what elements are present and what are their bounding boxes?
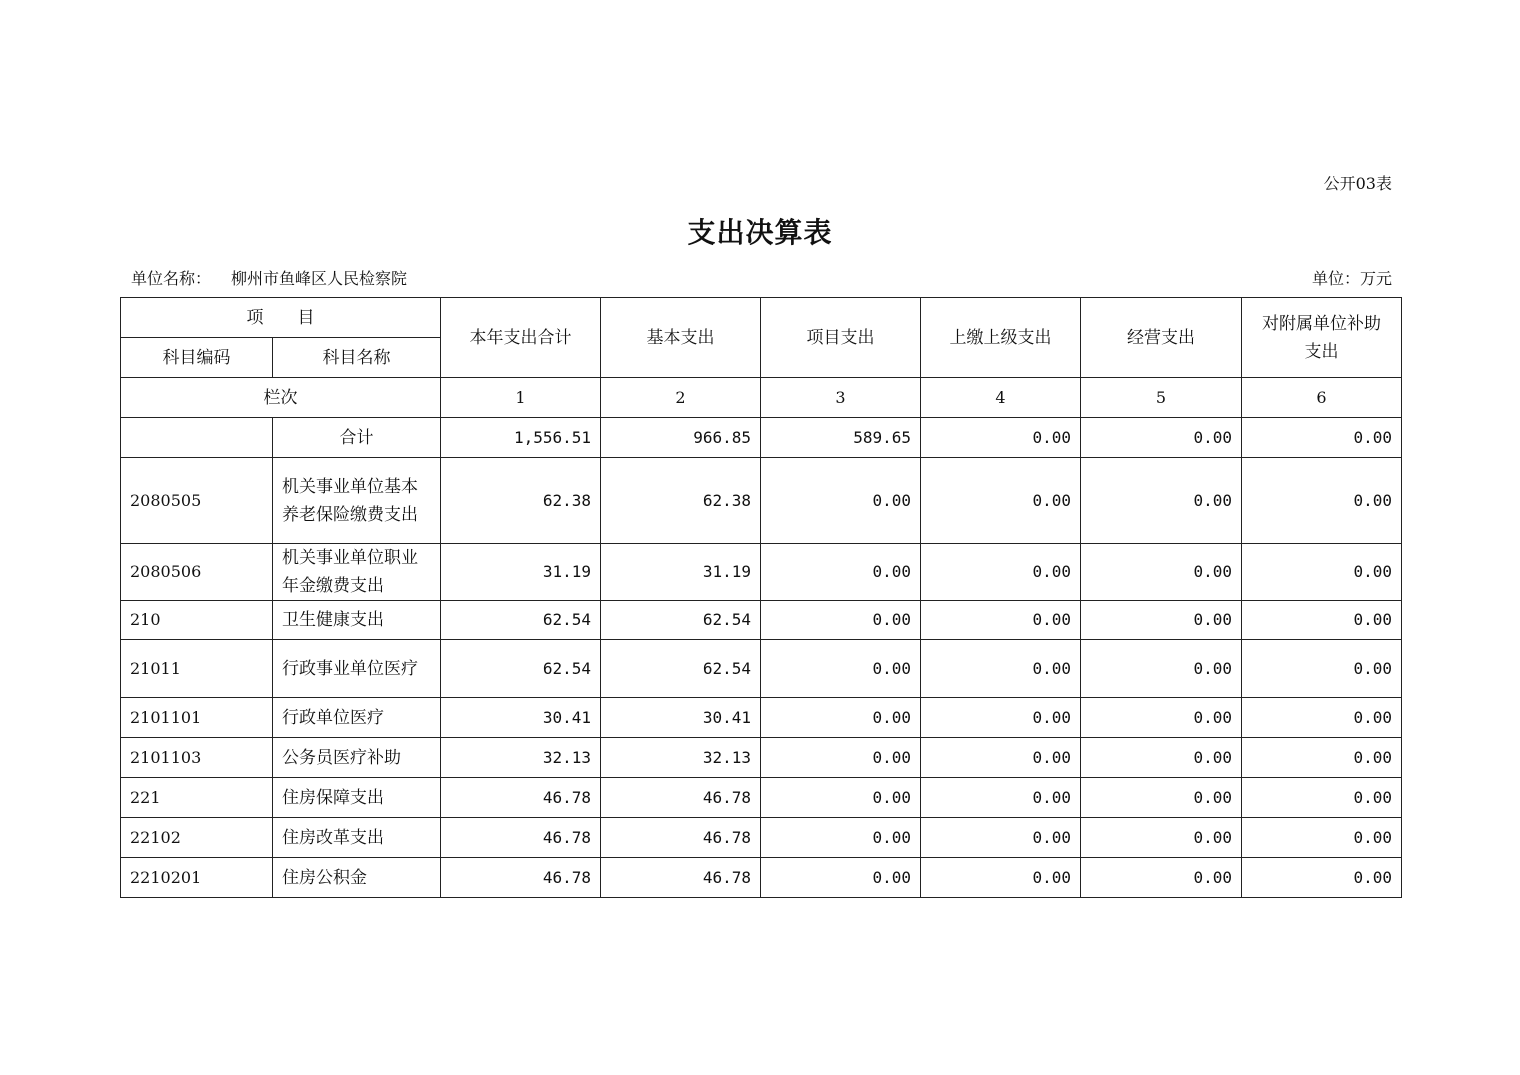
header-total-expenditure: 本年支出合计 xyxy=(441,298,601,378)
value-cell: 0.00 xyxy=(921,458,1081,544)
total-label: 合计 xyxy=(273,418,441,458)
value-cell: 0.00 xyxy=(921,778,1081,818)
header-operating-expenditure: 经营支出 xyxy=(1081,298,1242,378)
value-cell: 0.00 xyxy=(761,698,921,738)
total-value: 0.00 xyxy=(1242,418,1402,458)
subject-name: 卫生健康支出 xyxy=(273,601,441,640)
table-row xyxy=(121,698,1402,738)
value-cell: 0.00 xyxy=(1242,640,1402,698)
value-cell: 62.38 xyxy=(441,458,601,544)
column-index-5: 5 xyxy=(1081,378,1242,418)
value-cell: 0.00 xyxy=(1242,818,1402,858)
value-cell: 32.13 xyxy=(601,738,761,778)
header-project-expenditure: 项目支出 xyxy=(761,298,921,378)
value-cell: 0.00 xyxy=(1081,601,1242,640)
total-code-cell xyxy=(121,418,273,458)
value-cell: 0.00 xyxy=(921,698,1081,738)
value-cell: 0.00 xyxy=(1081,858,1242,898)
header-subsidy-to-affiliates: 对附属单位补助支出 xyxy=(1242,298,1402,378)
table-row xyxy=(121,544,1402,601)
subject-name: 机关事业单位职业年金缴费支出 xyxy=(273,544,441,601)
value-cell: 62.54 xyxy=(601,640,761,698)
subject-name: 机关事业单位基本养老保险缴费支出 xyxy=(273,458,441,544)
value-cell: 46.78 xyxy=(441,778,601,818)
value-cell: 32.13 xyxy=(441,738,601,778)
subject-name: 行政事业单位医疗 xyxy=(273,640,441,698)
value-cell: 0.00 xyxy=(921,544,1081,601)
value-cell: 62.54 xyxy=(441,640,601,698)
total-value: 1,556.51 xyxy=(441,418,601,458)
value-cell: 46.78 xyxy=(601,818,761,858)
table-row xyxy=(121,738,1402,778)
value-cell: 0.00 xyxy=(761,858,921,898)
value-cell: 0.00 xyxy=(1242,738,1402,778)
subject-code: 2080505 xyxy=(121,458,273,544)
value-cell: 0.00 xyxy=(1242,458,1402,544)
column-index-6: 6 xyxy=(1242,378,1402,418)
header-subject-code: 科目编码 xyxy=(121,338,273,378)
value-cell: 0.00 xyxy=(1081,698,1242,738)
header-item: 项 目 xyxy=(121,298,441,338)
value-cell: 0.00 xyxy=(921,640,1081,698)
value-cell: 0.00 xyxy=(921,818,1081,858)
value-cell: 0.00 xyxy=(761,640,921,698)
value-cell: 0.00 xyxy=(1081,640,1242,698)
value-cell: 0.00 xyxy=(1081,544,1242,601)
column-index-2: 2 xyxy=(601,378,761,418)
table-row xyxy=(121,858,1402,898)
value-cell: 0.00 xyxy=(1242,858,1402,898)
column-index-4: 4 xyxy=(921,378,1081,418)
table-row xyxy=(121,458,1402,544)
header-subject-name: 科目名称 xyxy=(273,338,441,378)
value-cell: 0.00 xyxy=(921,601,1081,640)
total-value: 966.85 xyxy=(601,418,761,458)
total-value: 0.00 xyxy=(1081,418,1242,458)
subject-code: 221 xyxy=(121,778,273,818)
column-index-label: 栏次 xyxy=(121,378,441,418)
value-cell: 0.00 xyxy=(761,778,921,818)
subject-code: 210 xyxy=(121,601,273,640)
value-cell: 30.41 xyxy=(601,698,761,738)
table-row xyxy=(121,640,1402,698)
value-cell: 62.38 xyxy=(601,458,761,544)
unit-name-line xyxy=(131,266,407,289)
header-row-1 xyxy=(121,298,1402,338)
value-cell: 0.00 xyxy=(761,738,921,778)
value-cell: 46.78 xyxy=(601,778,761,818)
value-cell: 46.78 xyxy=(441,818,601,858)
value-cell: 0.00 xyxy=(1242,601,1402,640)
value-cell: 31.19 xyxy=(441,544,601,601)
form-number: 公开03表 xyxy=(1323,174,1392,193)
subject-code: 2101101 xyxy=(121,698,273,738)
table-row xyxy=(121,778,1402,818)
document-title: 支出决算表 xyxy=(687,216,833,249)
header-basic-expenditure: 基本支出 xyxy=(601,298,761,378)
subject-code: 2101103 xyxy=(121,738,273,778)
column-index-1: 1 xyxy=(441,378,601,418)
total-row xyxy=(121,418,1402,458)
unit-name-value: 柳州市鱼峰区人民检察院 xyxy=(231,269,408,288)
subject-code: 2210201 xyxy=(121,858,273,898)
value-cell: 0.00 xyxy=(1242,698,1402,738)
subject-name: 公务员医疗补助 xyxy=(273,738,441,778)
table-row xyxy=(121,818,1402,858)
total-value: 0.00 xyxy=(921,418,1081,458)
value-cell: 0.00 xyxy=(761,818,921,858)
subject-code: 2080506 xyxy=(121,544,273,601)
value-cell: 0.00 xyxy=(921,738,1081,778)
expenditure-table xyxy=(120,297,1402,898)
column-index-row xyxy=(121,378,1402,418)
value-cell: 0.00 xyxy=(1081,778,1242,818)
value-cell: 62.54 xyxy=(441,601,601,640)
value-cell: 0.00 xyxy=(1081,818,1242,858)
subject-code: 21011 xyxy=(121,640,273,698)
value-cell: 46.78 xyxy=(601,858,761,898)
currency-unit-label: 单位：万元 xyxy=(1311,269,1392,288)
value-cell: 0.00 xyxy=(761,544,921,601)
table-row xyxy=(121,601,1402,640)
value-cell: 0.00 xyxy=(761,458,921,544)
value-cell: 0.00 xyxy=(1081,738,1242,778)
value-cell: 0.00 xyxy=(1242,544,1402,601)
unit-name-label: 单位名称： xyxy=(131,269,212,288)
header-remit-to-superior: 上缴上级支出 xyxy=(921,298,1081,378)
subject-name: 行政单位医疗 xyxy=(273,698,441,738)
value-cell: 0.00 xyxy=(1081,458,1242,544)
value-cell: 30.41 xyxy=(441,698,601,738)
subject-name: 住房改革支出 xyxy=(273,818,441,858)
value-cell: 62.54 xyxy=(601,601,761,640)
total-value: 589.65 xyxy=(761,418,921,458)
value-cell: 31.19 xyxy=(601,544,761,601)
subject-name: 住房保障支出 xyxy=(273,778,441,818)
value-cell: 0.00 xyxy=(761,601,921,640)
value-cell: 0.00 xyxy=(1242,778,1402,818)
value-cell: 0.00 xyxy=(921,858,1081,898)
column-index-3: 3 xyxy=(761,378,921,418)
subject-name: 住房公积金 xyxy=(273,858,441,898)
value-cell: 46.78 xyxy=(441,858,601,898)
subject-code: 22102 xyxy=(121,818,273,858)
